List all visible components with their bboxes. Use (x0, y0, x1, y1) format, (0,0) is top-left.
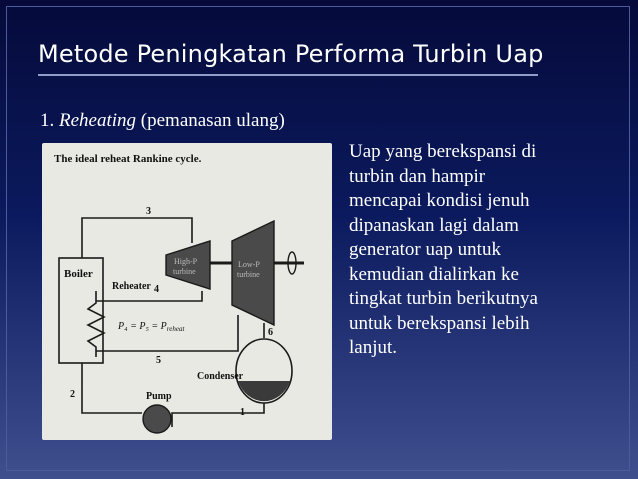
section-translation: (pemanasan ulang) (140, 110, 285, 131)
high-p-label-2: turbine (173, 267, 196, 276)
pressure-equation-sub: reheat (166, 325, 185, 333)
section-term: Reheating (59, 110, 137, 131)
description-line: mencapai kondisi jenuh (349, 190, 530, 211)
line-state-2 (82, 363, 142, 413)
description-text (349, 140, 619, 361)
state-4-label: 4 (154, 284, 159, 295)
description-line: untuk berekspansi lebih (349, 312, 530, 334)
description-line: turbin dan hampir (349, 165, 486, 187)
state-3-label: 3 (146, 206, 151, 217)
pump-label: Pump (146, 391, 172, 402)
title-underline (38, 74, 538, 76)
state-5-label: 5 (156, 355, 161, 366)
low-p-label: Low-P (238, 260, 260, 269)
description-line: tingkat turbin berikutnya (349, 288, 538, 309)
high-p-label: High-P (174, 257, 198, 266)
state-1-label: 1 (240, 407, 245, 418)
pressure-equation (117, 321, 185, 333)
description-line: lanjut. (349, 337, 398, 358)
condenser-liquid (238, 381, 290, 401)
pump (143, 405, 171, 433)
state-2-label: 2 (70, 389, 75, 400)
description-line: kemudian dialirkan ke (349, 263, 519, 285)
slide-title: Metode Peningkatan Performa Turbin Uap (38, 40, 544, 68)
description-line: dipanaskan lagi dalam (349, 214, 519, 236)
cycle-schematic (42, 143, 332, 440)
boiler-label: Boiler (64, 268, 93, 280)
condenser-label: Condenser (197, 371, 244, 382)
reheater-label: Reheater (112, 281, 151, 292)
section-heading (40, 110, 285, 132)
section-number: 1. (40, 110, 55, 131)
line-state-1 (172, 403, 264, 427)
pressure-equation-main: P₄ = P₅ = P (118, 321, 167, 332)
description-line: Uap yang berekspansi di (349, 141, 537, 162)
diagram-caption: The ideal reheat Rankine cycle. (54, 153, 202, 165)
state-6-label: 6 (268, 327, 273, 338)
line-state-4 (96, 291, 202, 301)
low-p-label-2: turbine (237, 270, 260, 279)
reheat-cycle-diagram (42, 143, 332, 440)
description-line: generator uap untuk (349, 239, 501, 260)
